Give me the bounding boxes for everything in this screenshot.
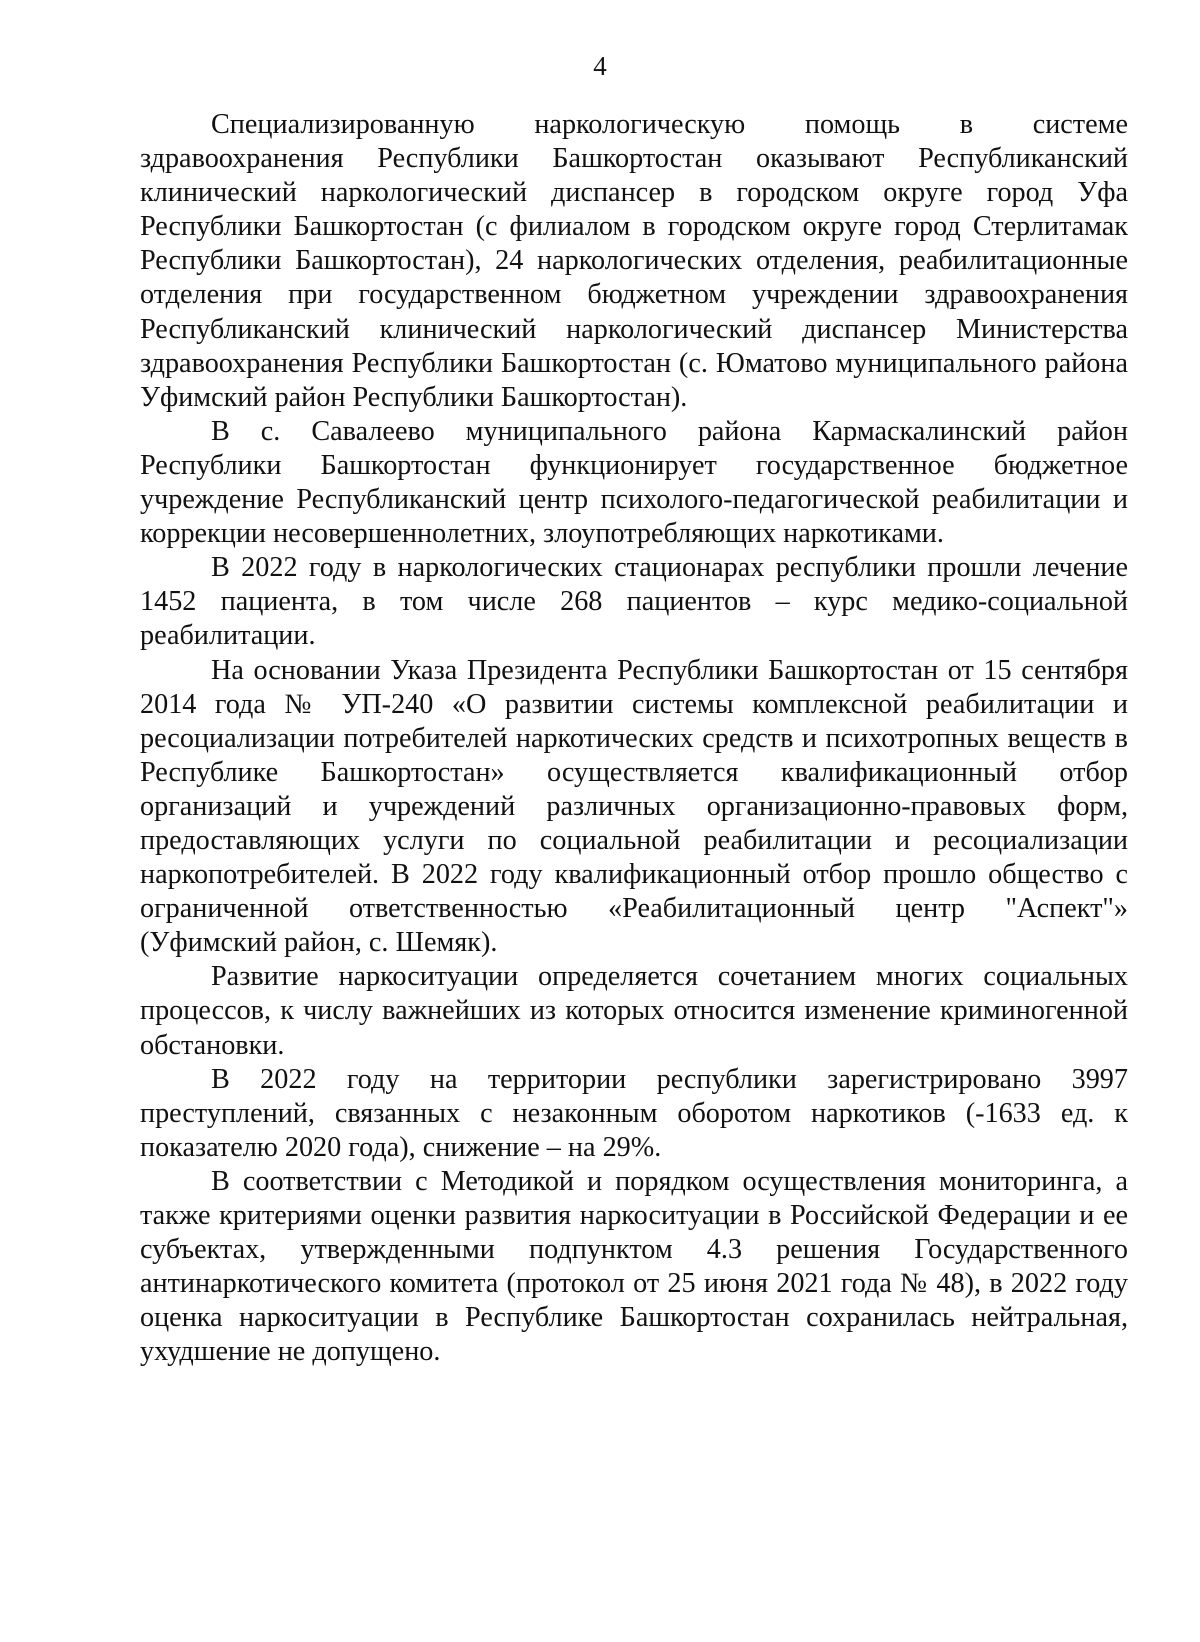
paragraph-monitoring-assessment: В соответствии с Методикой и порядком осуществления мониторинга, а также критериями оценки развития наркоситуации в Российской Федерации и ее субъектах, утвержденными подпунктом 4.3 решения Государственного антинаркотического комитета (протокол от 25 июня 2021 года № 48), в 2022 году оценка наркоситуации в Республике Башкортостан сохранилась нейтральная, ухудшение не допущено. <box>140 1165 1128 1368</box>
paragraph-crime-statistics: В 2022 году на территории республики зарегистрировано 3997 преступлений, связанных с незаконным оборотом наркотиков (-1633 ед. к показателю 2020 года), снижение – на 29%. <box>140 1063 1128 1163</box>
paragraph-presidential-decree: На основании Указа Президента Республики Башкортостан от 15 сентября 2014 года № УП-240 «О развитии системы комплексной реабилитации и ресоциализации потребителей наркотических средств и психотропных веществ в Республике Башкортостан» осуществляется квалификационный отбор организаций и учреждений различных организационно-правовых форм, предоставляющих услуги по социальной реабилитации и ресоциализации наркопотребителей. В 2022 году квалификационный отбор прошло общество с ограниченной ответственностью «Реабилитационный центр "Аспект"» (Уфимский район, с. Шемяк). <box>140 654 1128 959</box>
paragraph-treatment-statistics: В 2022 году в наркологических стационарах республики прошли лечение 1452 пациента, в том числе 268 пациентов – курс медико-социальной реабилитации. <box>140 552 1128 652</box>
paragraph-narcological-care: Специализированную наркологическую помощь в системе здравоохранения Республики Башкортостан оказывают Республиканский клинический наркологический диспансер в городском округе город Уфа Республики Башкортостан (с филиалом в городском округе город Стерлитамак Республики Башкортостан), 24 наркологических отделения, реабилитационные отделения при государственном бюджетном учреждении здравоохранения Республиканский клинический наркологический диспансер Министерства здравоохранения Республики Башкортостан (с. Юматово муниципального района Уфимский район Республики Башкортостан). <box>140 109 1128 413</box>
document-body <box>140 108 1128 1369</box>
paragraph-rehabilitation-center: В с. Савалеево муниципального района Кармаскалинский район Республики Башкортостан функционирует государственное бюджетное учреждение Республиканский центр психолого-педагогической реабилитации и коррекции несовершеннолетних, злоупотребляющих наркотиками. <box>140 415 1128 550</box>
paragraph-drug-situation: Развитие наркоситуации определяется сочетанием многих социальных процессов, к числу важнейших из которых относится изменение криминогенной обстановки. <box>140 961 1128 1061</box>
page-number: 4 <box>593 51 607 81</box>
